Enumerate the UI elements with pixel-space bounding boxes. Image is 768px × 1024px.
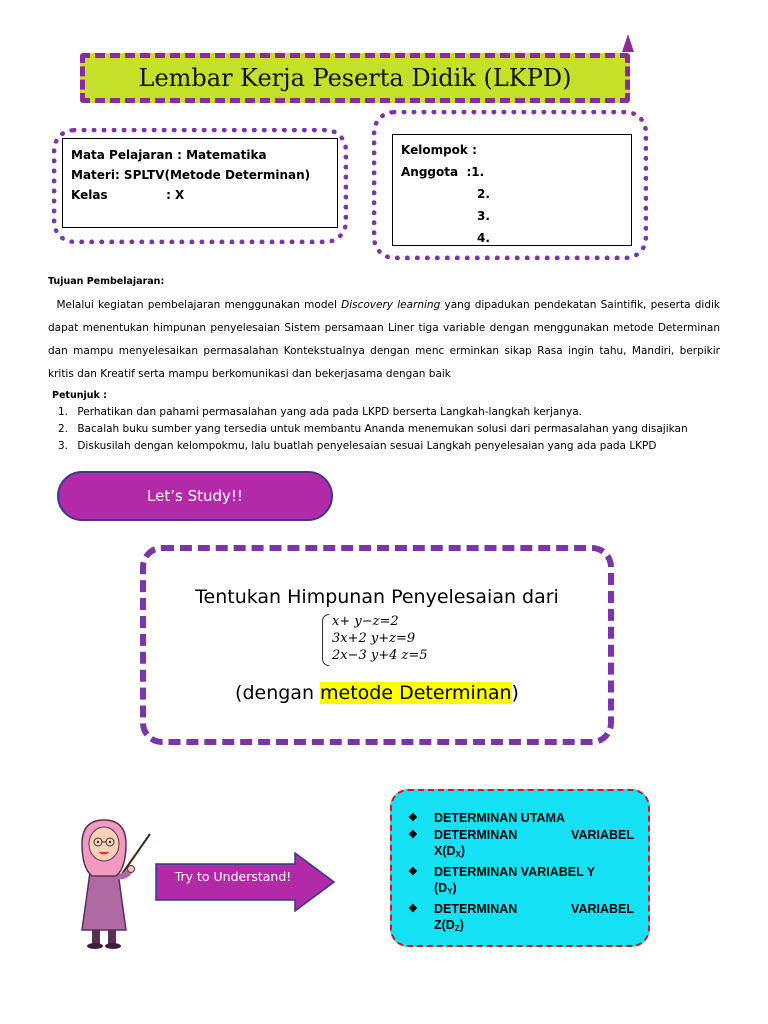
subject-row: Mata Pelajaran : Matematika (71, 148, 267, 162)
list-item: 2. Bacalah buku sumber yang tersedia untuk membantu Ananda menemukan solusi dari permasalahan yang disajikan (58, 423, 688, 435)
subject-info-box (62, 138, 338, 228)
method-highlight: metode Determinan (320, 682, 512, 704)
lets-study-label: Let’s Study!! (147, 487, 243, 505)
list-item: ❖ DETERMINAN UTAMA (408, 811, 566, 825)
diamond-bullet-icon: ❖ (408, 903, 418, 915)
method-line: (dengan metode Determinan) (235, 682, 519, 704)
instructions-list (58, 404, 738, 455)
equation-2: 3x+2 y+z=9 (332, 631, 416, 646)
goals-model: Discovery learning (341, 299, 441, 311)
member-3: 3. (477, 209, 490, 223)
equation-1: x+ y−z=2 (332, 614, 399, 629)
page-title: Lembar Kerja Peserta Didik (LKPD) (138, 64, 572, 92)
diamond-bullet-icon: ❖ (408, 866, 418, 878)
banner-flag (622, 34, 634, 52)
try-to-understand-label: Try to Understand! (174, 869, 292, 884)
goals-title: Tujuan Pembelajaran: (48, 276, 165, 287)
list-item: ❖ DETERMINAN VARIABEL $Z(D_Z)$ (408, 901, 634, 937)
members-label: Anggota :1. (401, 165, 485, 179)
determinant-list (408, 810, 634, 938)
group-info-box (392, 134, 632, 246)
group-label: Kelompok : (401, 143, 477, 157)
equation-system (332, 613, 428, 664)
teacher-illustration (68, 812, 158, 952)
list-item: ❖ DETERMINAN VARIABEL $X(D_X)$ (408, 827, 634, 863)
member-2: 2. (477, 187, 490, 201)
equation-brace (322, 614, 329, 666)
class-row: Kelas : X (71, 188, 185, 202)
list-item: 3. Diskusilah dengan kelompokmu, lalu buatlah penyelesaian sesuai Langkah penyelesaian yang ada pada LKPD (58, 440, 657, 452)
diamond-bullet-icon: ❖ (408, 829, 418, 841)
problem-title: Tentukan Himpunan Penyelesaian dari (195, 586, 559, 608)
diamond-bullet-icon: ❖ (408, 812, 418, 824)
member-4: 4. (477, 231, 490, 245)
list-item: ❖ DETERMINAN VARIABEL Y $(D_Y)$ (408, 864, 634, 900)
list-item: 1. Perhatikan dan pahami permasalahan yang ada pada LKPD berserta Langkah-langkah kerjanya. (58, 406, 582, 418)
goals-text: yang dipadukan pendekatan Saintifik, peserta didik dapat menentukan himpunan penyelesaian Sistem persamaan Liner tiga variable dengan menggunakan metode Determinan dan mampu menyelesaikan permasalahan Kontekstualnya dengan menc erminkan sikap Rasa ingin tahu, Mandiri, berpikir kritis dan Kreatif serta mampu berkomunikasi dan bekerjasama dengan baik (48, 299, 721, 380)
equation-3: 2x−3 y+4 z=5 (332, 648, 428, 663)
goals-intro: Melalui kegiatan pembelajaran menggunakan model (56, 299, 337, 311)
instructions-title: Petunjuk : (52, 390, 107, 401)
goals-body (48, 294, 720, 386)
material-row: Materi: SPLTV(Metode Determinan) (71, 168, 311, 182)
